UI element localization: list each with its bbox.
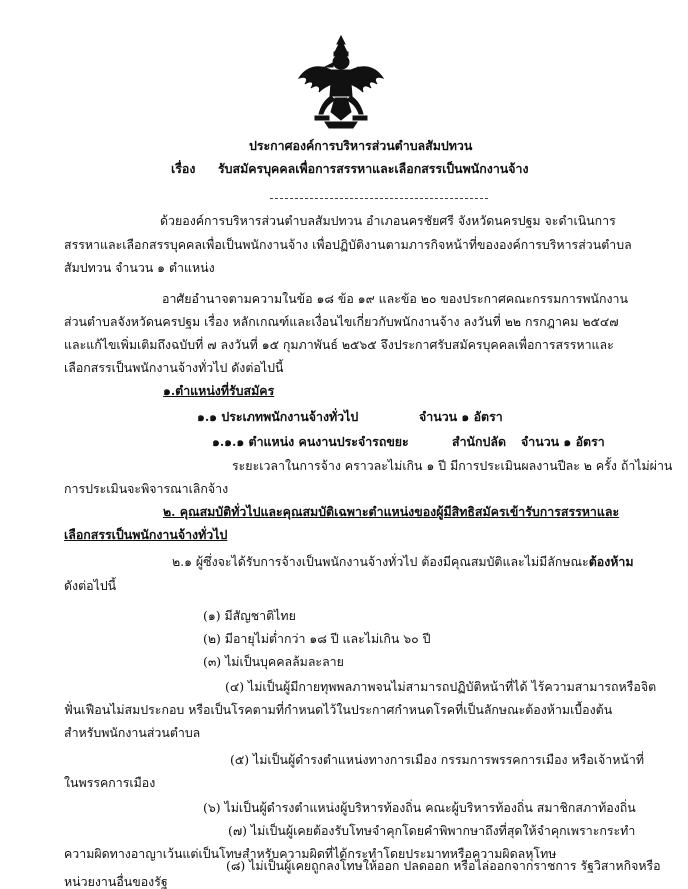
qualification-item-8-line-2: หน่วยงานอื่นของรัฐ [64,874,168,889]
qualification-item-8-line-1: (๘) ไม่เป็นผู้เคยถูกลงโทษให้ออก ปลดออก หรือไล่ออกจากราชการ รัฐวิสาหกิจหรือ [226,858,661,873]
qualification-item-6: (๖) ไม่เป็นผู้ดำรงตำแหน่งผู้บริหารท้องถิ่น คณะผู้บริหารท้องถิ่น สมาชิกสภาท้องถิ่น [203,800,636,815]
qualification-item-7-line-2: ความผิดทางอาญาเว้นแต่เป็นโทษสำหรับความผิดที่ได้กระทำโดยประมาทหรือความผิดลหุโทษ [64,846,557,861]
employee-type-label: ๑.๑ ประเภทพนักงานจ้างทั่วไป [197,409,359,424]
qualification-intro-text: ๒.๑ ผู้ซึ่งจะได้รับการจ้างเป็นพนักงานจ้างทั่วไป ต้องมีคุณสมบัติและไม่มีลักษณะ [172,554,589,569]
qualification-item-3: (๓) ไม่เป็นบุคคลล้มละลาย [203,654,344,669]
qualification-item-4-line-1: (๔) ไม่เป็นผู้มีกายทุพพลภาพจนไม่สามารถปฏิบัติหน้าที่ได้ ไร้ความสามารถหรือจิต [225,679,657,694]
position-label: ๑.๑.๑ ตำแหน่ง คนงานประจำรถขยะ [212,434,409,449]
employment-period-line-2: การประเมินจะพิจารณาเลิกจ้าง [64,481,229,496]
employment-period-line-1: ระยะเวลาในการจ้าง คราวละไม่เกิน ๑ ปี มีการประเมินผลงานปีละ ๒ ครั้ง ถ้าไม่ผ่าน [232,458,673,473]
qualification-item-5-line-1: (๕) ไม่เป็นผู้ดำรงตำแหน่งทางการเมือง กรรมการพรรคการเมือง หรือเจ้าหน้าที่ [230,752,645,767]
qualification-item-2: (๒) มีอายุไม่ต่ำกว่า ๑๘ ปี และไม่เกิน ๖๐ ปี [203,631,431,646]
position-office: สำนักปลัด [452,434,506,449]
authority-line-2: ส่วนตำบลจังหวัดนครปฐม เรื่อง หลักเกณฑ์และเงื่อนไขเกี่ยวกับพนักงานจ้าง ลงวันที่ ๒๒ กรกฎาคม ๒๕๔๗ [64,314,619,329]
section-2-heading-line-2: เลือกสรรเป็นพนักงานจ้างทั่วไป [64,527,228,542]
announcement-title: ประกาศองค์การบริหารส่วนตำบลสัมปทวน [249,138,473,153]
qualification-intro-line-2: ดังต่อไปนี้ [64,578,117,593]
header-separator [270,198,488,199]
employee-type-count: จำนวน ๑ อัตรา [419,409,503,424]
qualification-item-5-line-2: ในพรรคการเมือง [64,775,156,790]
authority-line-1: อาศัยอำนาจตามความในข้อ ๑๘ ข้อ ๑๙ และข้อ ๒๐ ของประกาศคณะกรรมการพนักงาน [162,291,628,306]
garuda-emblem-icon [295,34,387,130]
section-1-heading: ๑.ตำแหน่งที่รับสมัคร [163,383,275,398]
qualification-item-1: (๑) มีสัญชาติไทย [203,608,296,623]
announcement-subject: รับสมัครบุคคลเพื่อการสรรหาและเลือกสรรเป็นพนักงานจ้าง [218,161,529,176]
authority-line-3: และแก้ไขเพิ่มเติมถึงฉบับที่ ๗ ลงวันที่ ๑๕ กุมภาพันธ์ ๒๕๖๕ จึงประกาศรับสมัครบุคคลเพื่อการสรรหาและ [64,337,614,352]
intro-line-2: สรรหาและเลือกสรรบุคคลเพื่อเป็นพนักงานจ้าง เพื่อปฏิบัติงานตามภารกิจหน้าที่ขององค์การบริหารส่วนตำบล [64,237,632,252]
qualification-intro-line-1 [172,556,634,568]
qualification-item-7-line-1: (๗) ไม่เป็นผู้เคยต้องรับโทษจำคุกโดยคำพิพากษาถึงที่สุดให้จำคุกเพราะกระทำ [228,823,636,838]
subject-label: เรื่อง [171,161,196,176]
position-count: จำนวน ๑ อัตรา [521,434,605,449]
intro-line-3: สัมปทวน จำนวน ๑ ตำแหน่ง [64,260,215,275]
qualification-intro-emphasis: ต้องห้าม [588,554,634,569]
intro-line-1: ด้วยองค์การบริหารส่วนตำบลสัมปทวน อำเภอนครชัยศรี จังหวัดนครปฐม จะดำเนินการ [160,213,616,228]
qualification-item-4-line-2: ฟั่นเฟือนไม่สมประกอบ หรือเป็นโรคตามที่กำหนดไว้ในประกาศกำหนดโรคที่เป็นลักษณะต้องห้ามเบื้องต้น [64,702,613,717]
qualification-item-4-line-3: สำหรับพนักงานส่วนตำบล [64,725,201,740]
section-2-heading-line-1: ๒. คุณสมบัติทั่วไปและคุณสมบัติเฉพาะตำแหน่งของผู้มีสิทธิสมัครเข้ารับการสรรหาและ [163,504,620,519]
authority-line-4: เลือกสรรเป็นพนักงานจ้างทั่วไป ดังต่อไปนี้ [64,360,284,375]
